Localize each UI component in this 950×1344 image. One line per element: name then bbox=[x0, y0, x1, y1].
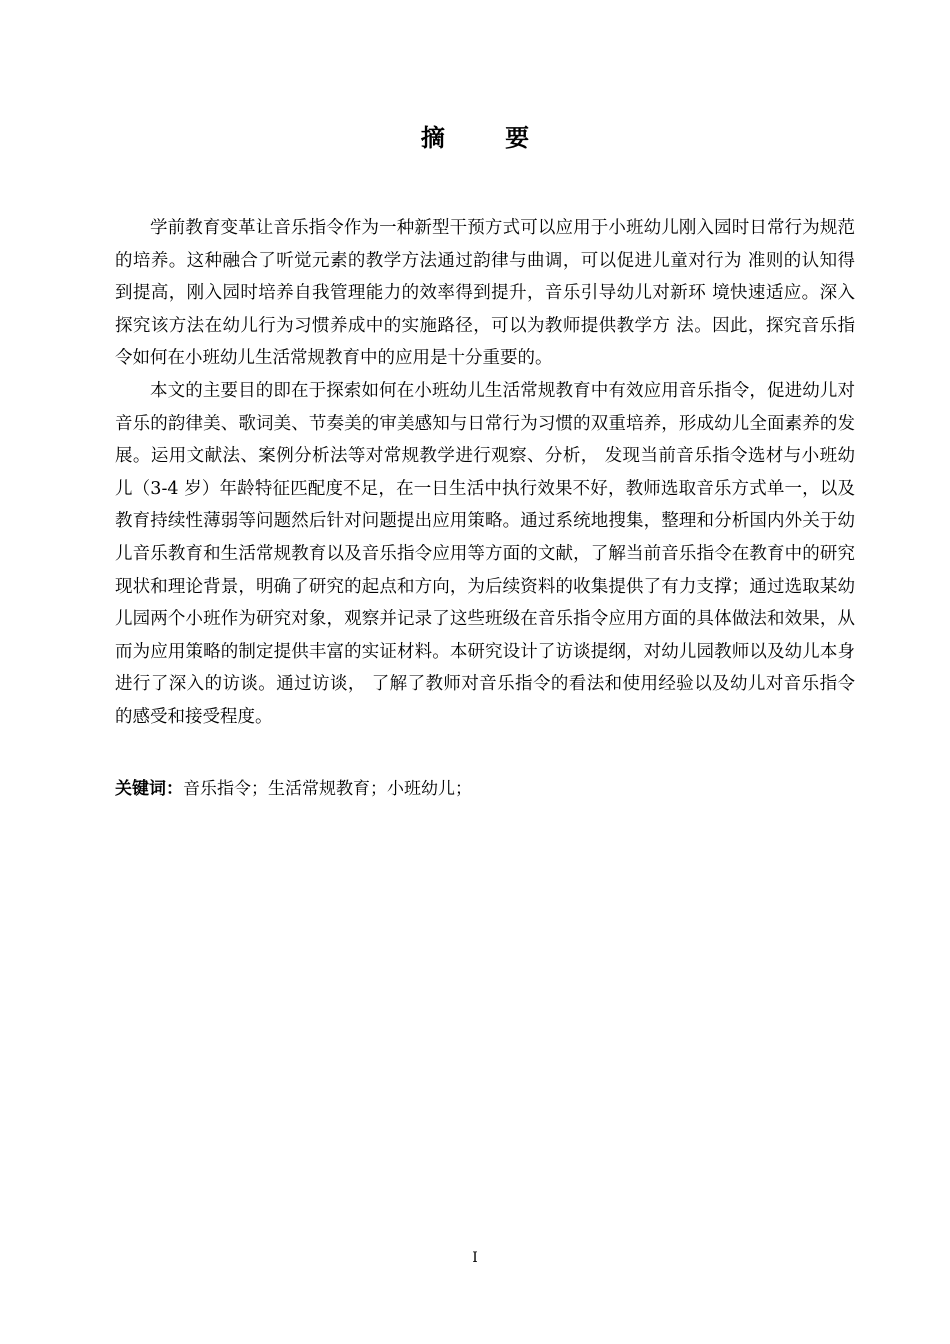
keywords-value: 音乐指令；生活常规教育；小班幼儿； bbox=[183, 779, 472, 799]
abstract-paragraph-2: 本文的主要目的即在于探索如何在小班幼儿生活常规教育中有效应用音乐指令，促进幼儿对音乐的韵律美、歌词美、节奏美的审美感知与日常行为习惯的双重培养，形成幼儿全面素养的发展。运用文献法、案例分析法等对常规教学进行观察、分析， 发现当前音乐指令选材与小班幼儿（3-4 岁）年龄特征匹配度不足，在一日生活中执行效果不好，教师选取音乐方式单一，以及教育持续性薄弱等问题然后针对问题提出应用策略。通过系统地搜集，整理和分析国内外关于幼儿音乐教育和生活常规教育以及音乐指令应用等方面的文献，了解当前音乐指令在教育中的研究现状和理论背景，明确了研究的起点和方向，为后续资料的收集提供了有力支撑；通过选取某幼儿园两个小班作为研究对象，观察并记录了这些班级在音乐指令应用方面的具体做法和效果，从而为应用策略的制定提供丰富的实证材料。本研究设计了访谈提纲，对幼儿园教师以及幼儿本身进行了深入的访谈。通过访谈， 了解了教师对音乐指令的看法和使用经验以及幼儿对音乐指令的感受和接受程度。 bbox=[115, 380, 855, 727]
keywords-line bbox=[115, 776, 855, 802]
page-number: I bbox=[472, 1250, 478, 1266]
abstract-title: 摘 要 bbox=[420, 124, 556, 152]
abstract-paragraph-1: 学前教育变革让音乐指令作为一种新型干预方式可以应用于小班幼儿刚入园时日常行为规范的培养。这种融合了听觉元素的教学方法通过韵律与曲调，可以促进儿童对行为 准则的认知得到提高，刚入园时培养自我管理能力的效率得到提升，音乐引导幼儿对新环 境快速适应。深入探究该方法在幼儿行为习惯养成中的实施路径，可以为教师提供教学方 法。因此，探究音乐指令如何在小班幼儿生活常规教育中的应用是十分重要的。 bbox=[115, 218, 855, 369]
abstract-body bbox=[115, 212, 855, 734]
keywords-label: 关键词： bbox=[115, 779, 183, 799]
